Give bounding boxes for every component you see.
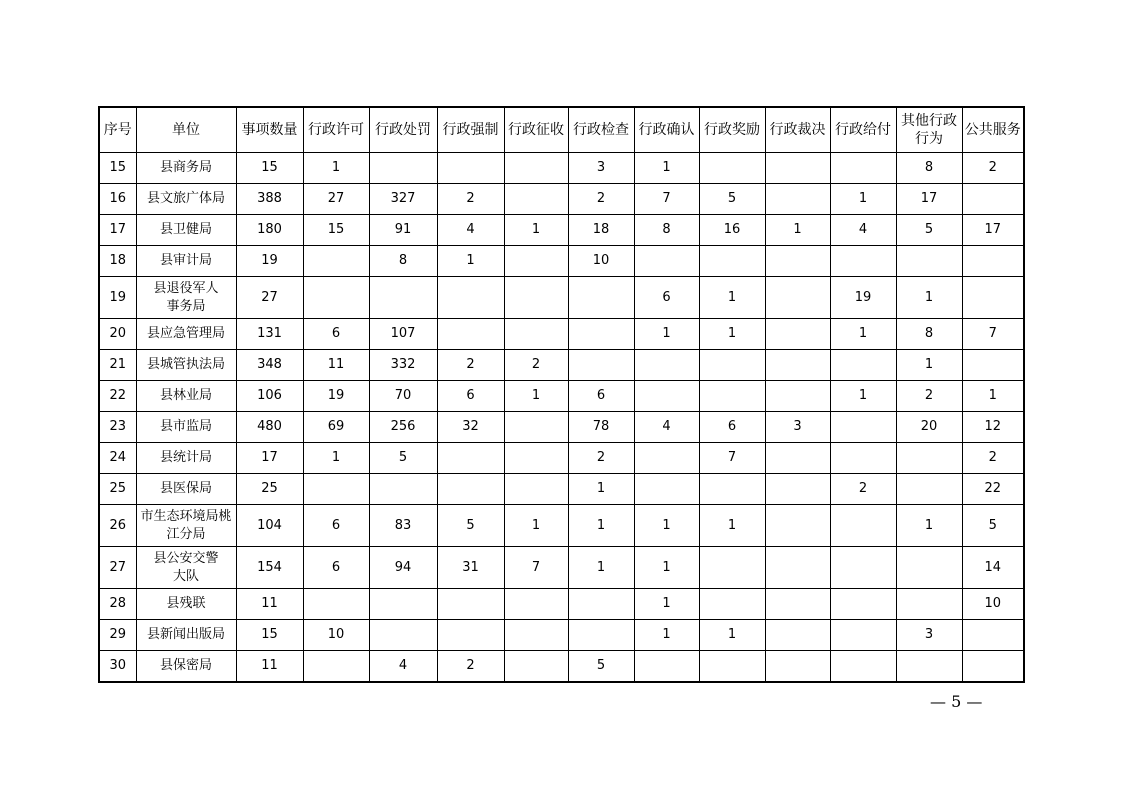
table-cell: 2 (830, 474, 896, 505)
unit-name-cell: 县新闻出版局 (136, 620, 236, 651)
table-cell: 5 (437, 505, 504, 547)
table-cell (504, 277, 568, 319)
table-row (99, 319, 1024, 350)
table-cell (830, 350, 896, 381)
table-cell (303, 277, 369, 319)
table-row (99, 381, 1024, 412)
table-cell (634, 350, 699, 381)
column-header: 行政强制 (437, 107, 504, 153)
table-cell: 1 (699, 319, 765, 350)
table-cell (830, 651, 896, 683)
table-cell: 27 (236, 277, 303, 319)
table-cell (962, 277, 1024, 319)
table-cell: 480 (236, 412, 303, 443)
table-cell (962, 184, 1024, 215)
table-cell: 2 (504, 350, 568, 381)
table-cell: 23 (99, 412, 136, 443)
unit-name-cell: 县医保局 (136, 474, 236, 505)
table-cell: 256 (369, 412, 437, 443)
table-cell (504, 443, 568, 474)
table-cell (699, 547, 765, 589)
table-cell: 8 (634, 215, 699, 246)
table-cell: 69 (303, 412, 369, 443)
table-cell (699, 153, 765, 184)
column-header: 其他行政 行为 (896, 107, 962, 153)
table-cell (896, 589, 962, 620)
unit-name-cell: 县公安交警 大队 (136, 547, 236, 589)
table-cell (568, 620, 634, 651)
table-cell (437, 589, 504, 620)
table-cell: 17 (896, 184, 962, 215)
table-cell (830, 505, 896, 547)
column-header: 公共服务 (962, 107, 1024, 153)
table-cell (962, 350, 1024, 381)
table-cell (896, 651, 962, 683)
table-row (99, 184, 1024, 215)
table-cell (699, 474, 765, 505)
table-cell (765, 620, 830, 651)
table-cell (765, 319, 830, 350)
table-cell (504, 589, 568, 620)
table-cell: 1 (699, 277, 765, 319)
table-cell (568, 589, 634, 620)
unit-name-cell: 县退役军人 事务局 (136, 277, 236, 319)
table-cell: 332 (369, 350, 437, 381)
statistics-table (98, 106, 1025, 683)
table-cell: 1 (303, 443, 369, 474)
table-cell (504, 246, 568, 277)
table-cell (830, 443, 896, 474)
column-header: 行政奖励 (699, 107, 765, 153)
unit-name-cell: 市生态环境局桃 江分局 (136, 505, 236, 547)
column-header: 行政许可 (303, 107, 369, 153)
table-cell (369, 277, 437, 319)
table-cell: 1 (568, 547, 634, 589)
table-cell: 18 (568, 215, 634, 246)
table-cell (504, 474, 568, 505)
table-cell: 16 (699, 215, 765, 246)
table-cell: 1 (634, 547, 699, 589)
table-cell (765, 443, 830, 474)
table-cell: 5 (962, 505, 1024, 547)
table-cell: 24 (99, 443, 136, 474)
table-cell: 30 (99, 651, 136, 683)
column-header: 事项数量 (236, 107, 303, 153)
table-cell: 4 (830, 215, 896, 246)
table-cell: 70 (369, 381, 437, 412)
table-cell: 94 (369, 547, 437, 589)
table-cell (765, 277, 830, 319)
table-cell (369, 474, 437, 505)
table-cell: 1 (830, 184, 896, 215)
table-cell: 1 (896, 505, 962, 547)
table-cell: 18 (99, 246, 136, 277)
table-cell: 1 (634, 620, 699, 651)
table-cell (830, 153, 896, 184)
table-cell: 5 (369, 443, 437, 474)
table-cell (634, 381, 699, 412)
table-cell: 388 (236, 184, 303, 215)
table-cell: 2 (437, 184, 504, 215)
table-cell: 4 (634, 412, 699, 443)
table-row (99, 474, 1024, 505)
table-cell (765, 184, 830, 215)
table-cell (699, 651, 765, 683)
table-cell: 6 (437, 381, 504, 412)
table-cell: 4 (369, 651, 437, 683)
table-cell: 3 (568, 153, 634, 184)
table-cell: 106 (236, 381, 303, 412)
table-cell: 19 (99, 277, 136, 319)
table-cell: 1 (504, 215, 568, 246)
table-cell: 3 (896, 620, 962, 651)
table-cell (830, 589, 896, 620)
table-cell: 17 (236, 443, 303, 474)
table-cell: 1 (830, 381, 896, 412)
table-row (99, 443, 1024, 474)
table-cell (765, 381, 830, 412)
unit-name-cell: 县市监局 (136, 412, 236, 443)
table-cell: 6 (303, 547, 369, 589)
column-header: 序号 (99, 107, 136, 153)
table-cell (437, 443, 504, 474)
table-cell: 1 (830, 319, 896, 350)
table-cell: 15 (236, 153, 303, 184)
table-cell: 11 (236, 651, 303, 683)
table-cell (504, 620, 568, 651)
column-header: 行政处罚 (369, 107, 437, 153)
table-cell (634, 246, 699, 277)
table-cell: 1 (504, 381, 568, 412)
table-cell (504, 319, 568, 350)
table-cell: 25 (236, 474, 303, 505)
table-cell: 10 (568, 246, 634, 277)
table-cell: 27 (99, 547, 136, 589)
table-cell: 2 (437, 350, 504, 381)
table-cell: 19 (830, 277, 896, 319)
table-cell (765, 589, 830, 620)
table-cell: 7 (504, 547, 568, 589)
table-cell (504, 412, 568, 443)
column-header: 行政裁决 (765, 107, 830, 153)
table-cell: 1 (568, 505, 634, 547)
table-cell (962, 651, 1024, 683)
table-cell: 8 (896, 153, 962, 184)
table-cell: 6 (634, 277, 699, 319)
column-header: 行政给付 (830, 107, 896, 153)
table-row (99, 547, 1024, 589)
table-cell (765, 246, 830, 277)
unit-name-cell: 县商务局 (136, 153, 236, 184)
table-cell: 104 (236, 505, 303, 547)
table-cell: 1 (962, 381, 1024, 412)
table-cell (830, 620, 896, 651)
unit-name-cell: 县审计局 (136, 246, 236, 277)
table-cell: 28 (99, 589, 136, 620)
table-cell: 19 (303, 381, 369, 412)
table-cell (369, 153, 437, 184)
table-cell: 6 (303, 319, 369, 350)
table-cell: 19 (236, 246, 303, 277)
table-cell (504, 184, 568, 215)
table-cell: 1 (699, 620, 765, 651)
table-cell: 1 (437, 246, 504, 277)
table-cell: 17 (99, 215, 136, 246)
page-number: — 5 — (930, 692, 983, 711)
table-cell: 6 (568, 381, 634, 412)
column-header: 行政检查 (568, 107, 634, 153)
table-cell: 32 (437, 412, 504, 443)
table-row (99, 589, 1024, 620)
table-cell (437, 277, 504, 319)
table-cell (369, 620, 437, 651)
table-cell (699, 350, 765, 381)
table-cell: 131 (236, 319, 303, 350)
table-cell: 107 (369, 319, 437, 350)
table-cell: 2 (962, 443, 1024, 474)
table-cell: 180 (236, 215, 303, 246)
table-cell: 27 (303, 184, 369, 215)
table-row (99, 505, 1024, 547)
table-cell: 1 (699, 505, 765, 547)
table-cell: 4 (437, 215, 504, 246)
unit-name-cell: 县卫健局 (136, 215, 236, 246)
table-cell: 78 (568, 412, 634, 443)
table-cell (437, 153, 504, 184)
table-cell (765, 651, 830, 683)
unit-name-cell: 县统计局 (136, 443, 236, 474)
table-cell: 2 (568, 184, 634, 215)
table-cell (303, 246, 369, 277)
table-cell (369, 589, 437, 620)
table-cell: 91 (369, 215, 437, 246)
unit-name-cell: 县应急管理局 (136, 319, 236, 350)
table-cell: 2 (437, 651, 504, 683)
table-cell (830, 412, 896, 443)
table-cell (568, 319, 634, 350)
table-cell: 11 (236, 589, 303, 620)
table-row (99, 277, 1024, 319)
table-row (99, 153, 1024, 184)
table-cell: 12 (962, 412, 1024, 443)
table-cell: 1 (568, 474, 634, 505)
table-cell: 31 (437, 547, 504, 589)
table-cell: 1 (504, 505, 568, 547)
table-cell (962, 620, 1024, 651)
table-cell (896, 547, 962, 589)
table-cell (303, 651, 369, 683)
table-cell (896, 443, 962, 474)
table-cell (634, 443, 699, 474)
column-header: 单位 (136, 107, 236, 153)
table-cell: 22 (99, 381, 136, 412)
table-cell: 5 (896, 215, 962, 246)
unit-name-cell: 县文旅广体局 (136, 184, 236, 215)
table-cell (303, 474, 369, 505)
column-header: 行政确认 (634, 107, 699, 153)
column-header: 行政征收 (504, 107, 568, 153)
table-row (99, 350, 1024, 381)
table-cell (303, 589, 369, 620)
table-cell: 15 (236, 620, 303, 651)
table-cell: 16 (99, 184, 136, 215)
table-cell: 348 (236, 350, 303, 381)
table-cell (699, 589, 765, 620)
table-cell: 1 (634, 153, 699, 184)
table-cell: 1 (896, 350, 962, 381)
table-cell (765, 547, 830, 589)
table-cell (437, 474, 504, 505)
table-cell (568, 350, 634, 381)
table-cell: 5 (568, 651, 634, 683)
table-cell: 26 (99, 505, 136, 547)
table-cell (634, 474, 699, 505)
table-cell: 2 (896, 381, 962, 412)
table-cell: 1 (634, 505, 699, 547)
unit-name-cell: 县城管执法局 (136, 350, 236, 381)
table-cell (504, 651, 568, 683)
table-cell: 14 (962, 547, 1024, 589)
table-cell: 11 (303, 350, 369, 381)
table-cell: 1 (634, 589, 699, 620)
table-cell: 7 (699, 443, 765, 474)
table-cell: 17 (962, 215, 1024, 246)
table-cell: 15 (99, 153, 136, 184)
table-cell: 1 (634, 319, 699, 350)
table-cell: 7 (962, 319, 1024, 350)
unit-name-cell: 县保密局 (136, 651, 236, 683)
table-cell: 5 (699, 184, 765, 215)
table-cell (568, 277, 634, 319)
table-cell: 15 (303, 215, 369, 246)
table-cell: 3 (765, 412, 830, 443)
table-cell: 327 (369, 184, 437, 215)
table-cell (765, 505, 830, 547)
table-row (99, 246, 1024, 277)
table-cell: 29 (99, 620, 136, 651)
table-cell (437, 319, 504, 350)
table-header-row (99, 107, 1024, 153)
table-cell: 10 (303, 620, 369, 651)
table-cell (504, 153, 568, 184)
table-cell: 1 (303, 153, 369, 184)
table-cell: 10 (962, 589, 1024, 620)
table-cell: 25 (99, 474, 136, 505)
table-row (99, 215, 1024, 246)
table-cell (896, 246, 962, 277)
table-cell (699, 246, 765, 277)
table-cell: 2 (568, 443, 634, 474)
table-cell (765, 350, 830, 381)
table-cell: 1 (896, 277, 962, 319)
table-cell: 7 (634, 184, 699, 215)
table-cell: 1 (765, 215, 830, 246)
table-cell (765, 474, 830, 505)
unit-name-cell: 县林业局 (136, 381, 236, 412)
table-row (99, 620, 1024, 651)
table-cell: 20 (896, 412, 962, 443)
table-cell (962, 246, 1024, 277)
table-cell: 154 (236, 547, 303, 589)
table-cell (830, 246, 896, 277)
table-cell (765, 153, 830, 184)
table-cell: 8 (896, 319, 962, 350)
table-cell: 83 (369, 505, 437, 547)
table-cell: 22 (962, 474, 1024, 505)
table-cell: 6 (303, 505, 369, 547)
table-cell (896, 474, 962, 505)
table-cell: 2 (962, 153, 1024, 184)
table-cell (437, 620, 504, 651)
table-cell: 6 (699, 412, 765, 443)
table-row (99, 651, 1024, 683)
table-cell (634, 651, 699, 683)
table-cell: 8 (369, 246, 437, 277)
table-row (99, 412, 1024, 443)
unit-name-cell: 县残联 (136, 589, 236, 620)
table-cell: 21 (99, 350, 136, 381)
table-cell (830, 547, 896, 589)
table-cell (699, 381, 765, 412)
table-cell: 20 (99, 319, 136, 350)
table-body (99, 153, 1024, 683)
